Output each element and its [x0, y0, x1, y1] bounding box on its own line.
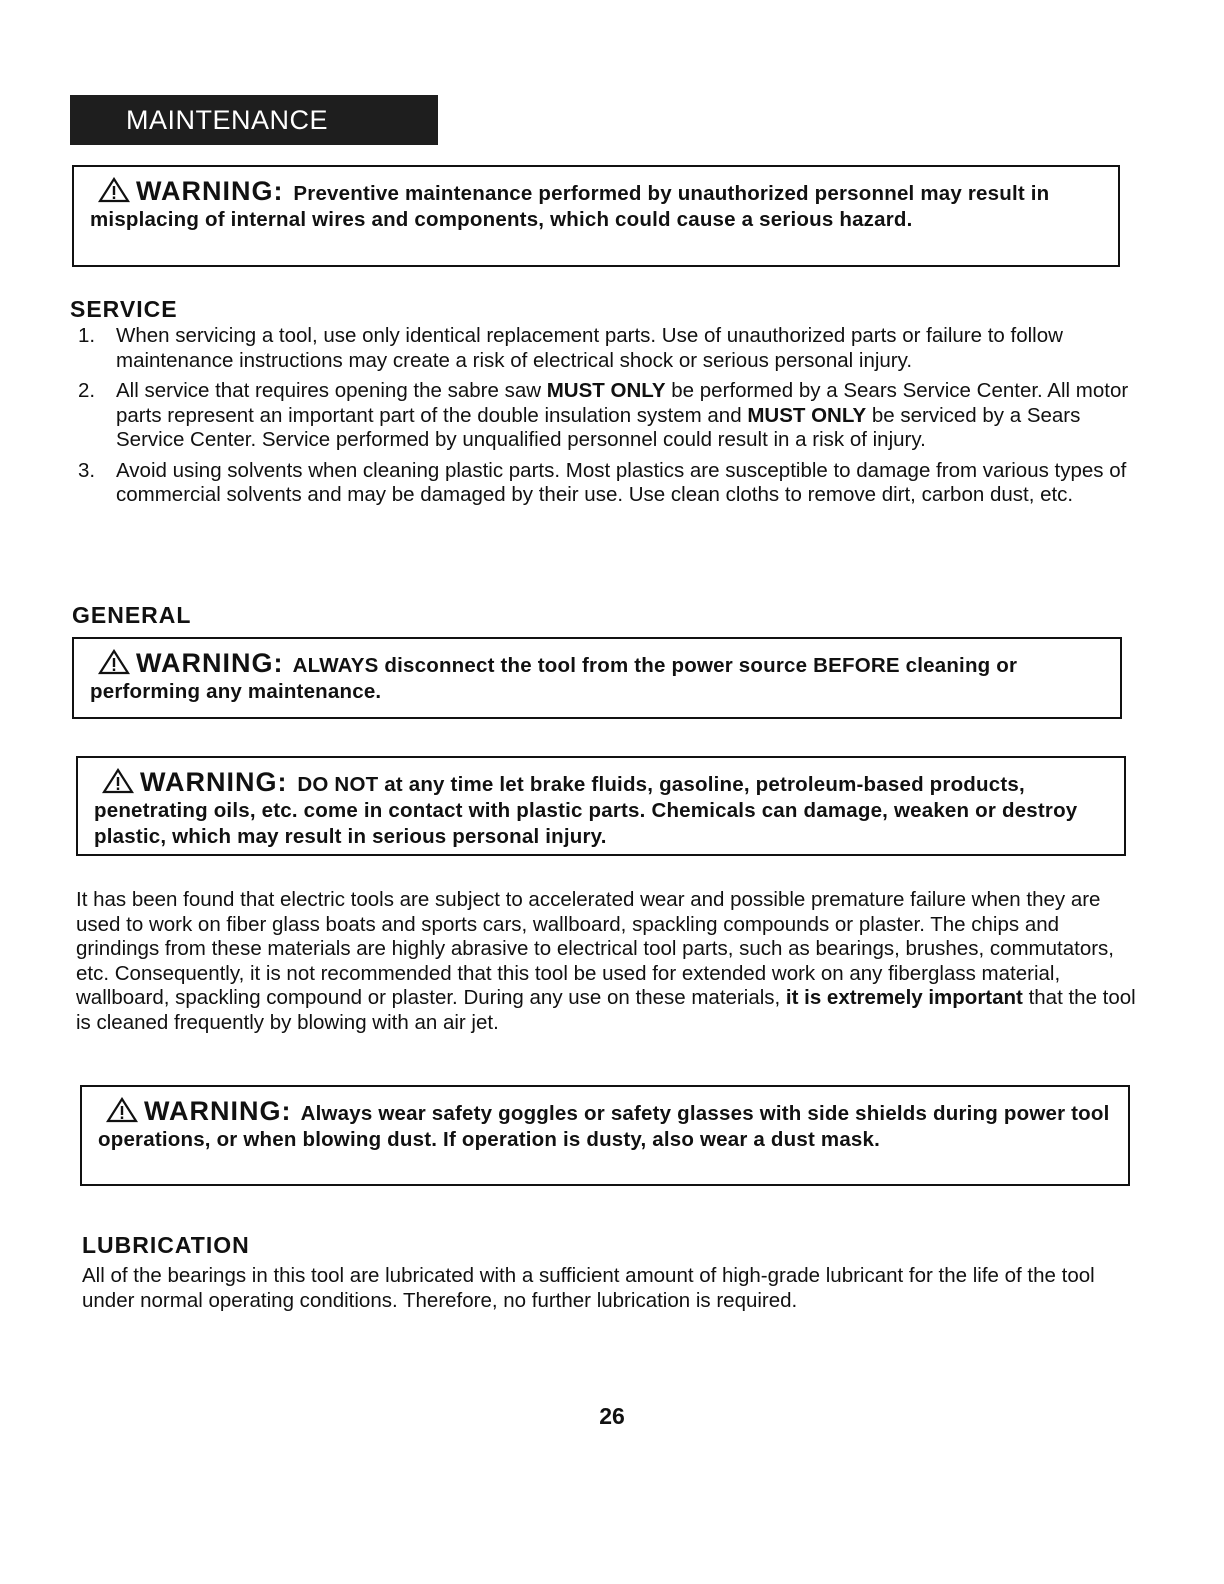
service-heading: SERVICE — [70, 296, 178, 322]
warning-text: ALWAYS disconnect the tool from the power source BEFORE cleaning or performing any maintenance. — [90, 654, 1018, 703]
warning-label: WARNING: — [136, 648, 284, 678]
section-banner: MAINTENANCE — [70, 95, 438, 145]
list-item-number: 2. — [78, 379, 96, 402]
emphasis-text: MUST ONLY — [747, 403, 867, 427]
abrasive-materials-paragraph — [76, 888, 1136, 1035]
emphasis-text: it is extremely important — [785, 986, 1023, 1009]
paragraph-text: It has been found that electric tools are subject to accelerated wear and possible premature failure when they are used to work on fiber glass boats and sports cars, wallboard, spackling compounds or plaster. The chips and grindings from these materials are highly abrasive to electrical tool parts, such as bearings, brushes, commutators, etc. Consequently, it is not recommended that this tool be used for extended work on any fiberglass material, wallboard, spackling compound or plaster. During any use on these materials, — [76, 888, 1115, 1009]
list-item-number: 3. — [78, 458, 96, 482]
warning-text: Preventive maintenance performed by unauthorized personnel may result in misplacing of internal wires and components, which could cause a serious hazard. — [90, 182, 1050, 231]
warning-label: WARNING: — [140, 767, 288, 797]
list-item-text: be performed by a Sears Service Center. All motor parts represent an important part of the double insulation system and — [116, 379, 1129, 427]
warning-triangle-icon — [106, 1097, 138, 1123]
list-item-text: be serviced by a Sears Service Center. Service performed by unqualified personnel could result in a risk of injury. — [116, 403, 1081, 451]
list-item — [74, 324, 1134, 373]
list-item — [74, 379, 1134, 453]
service-list — [74, 324, 1134, 514]
warning-box-chemicals — [76, 756, 1126, 856]
warning-label: WARNING: — [136, 176, 284, 206]
lubrication-paragraph: All of the bearings in this tool are lubricated with a sufficient amount of high-grade lubricant for the life of the tool under normal operating conditions. Therefore, no further lubrication is required. — [82, 1264, 1095, 1312]
warning-box-disconnect-power — [72, 637, 1122, 719]
list-item-text: When servicing a tool, use only identical replacement parts. Use of unauthorized parts or failure to follow maintenance instructions may create a risk of electrical shock or serious personal injury. — [116, 324, 1063, 372]
warning-box-unauthorized-maintenance — [72, 165, 1120, 267]
warning-text: Always wear safety goggles or safety glasses with side shields during power tool operations, or when blowing dust. If operation is dusty, also wear a dust mask. — [98, 1102, 1110, 1151]
paragraph-text: that the tool is cleaned frequently by blowing with an air jet. — [76, 986, 1136, 1034]
warning-triangle-icon — [98, 649, 130, 675]
warning-box-safety-goggles — [80, 1085, 1130, 1186]
list-item-text: All service that requires opening the sabre saw — [116, 379, 547, 402]
warning-triangle-icon — [98, 177, 130, 203]
general-heading: GENERAL — [72, 602, 192, 628]
list-item-text: Avoid using solvents when cleaning plastic parts. Most plastics are susceptible to damage from various types of commercial solvents and may be damaged by their use. Use clean cloths to remove dirt, carbon dust, etc. — [116, 458, 1127, 506]
emphasis-text: MUST ONLY — [546, 379, 666, 402]
warning-label: WARNING: — [144, 1096, 292, 1126]
lubrication-heading: LUBRICATION — [82, 1232, 250, 1258]
page-number: 26 — [599, 1403, 625, 1429]
list-item — [74, 459, 1134, 508]
list-item-number: 1. — [78, 324, 96, 347]
warning-text: DO NOT at any time let brake fluids, gasoline, petroleum-based products, penetrating oils, etc. come in contact with plastic parts. Chemicals can damage, weaken or destroy plastic, which may result in serious personal injury. — [94, 773, 1078, 848]
warning-triangle-icon — [102, 768, 134, 794]
